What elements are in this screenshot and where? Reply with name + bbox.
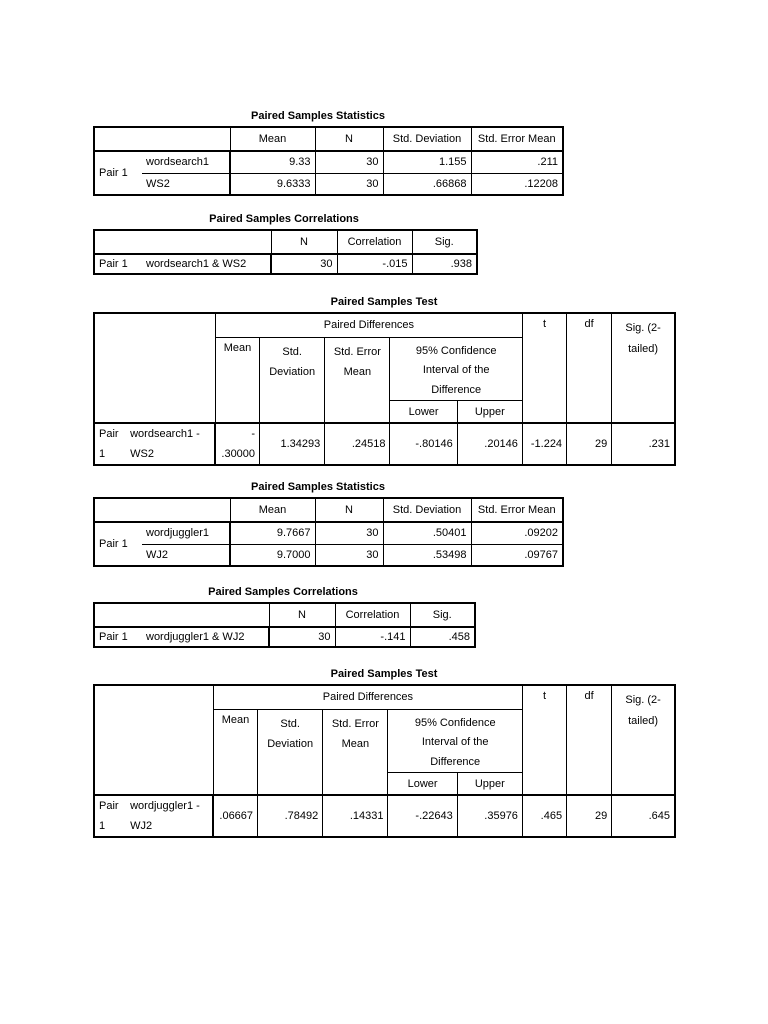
cell-std-error-mean: .14331 — [323, 795, 388, 837]
pair-label: Pair 1 — [94, 423, 126, 465]
table-row — [94, 522, 563, 544]
variable-name: wordjuggler1 — [142, 522, 230, 544]
cell-correlation: -.015 — [337, 254, 412, 274]
pair-label: Pair 1 — [94, 795, 126, 837]
cell-t: .465 — [522, 795, 566, 837]
test2-table — [93, 684, 676, 838]
cell-mean: .06667 — [213, 795, 257, 837]
header-upper: Upper — [457, 401, 522, 423]
header-std-deviation: Std. Deviation — [260, 337, 325, 423]
header-confidence-interval: 95% Confidence Interval of the Difference — [388, 709, 522, 773]
cell-df: 29 — [567, 795, 612, 837]
cell-sig: .458 — [410, 627, 475, 647]
test1-title: Paired Samples Test — [330, 296, 438, 308]
header-n: N — [271, 230, 337, 254]
header-lower: Lower — [390, 401, 457, 423]
cell-std-error-mean: .12208 — [471, 173, 563, 195]
test2-title: Paired Samples Test — [330, 668, 438, 680]
header-std-deviation: Std. Deviation — [383, 127, 471, 151]
cell-mean: - .30000 — [215, 423, 259, 465]
table-row — [94, 795, 675, 837]
cell-upper: .20146 — [457, 423, 522, 465]
header-sig-2-tailed: Sig. (2- tailed) — [612, 313, 675, 423]
cell-n: 30 — [315, 522, 383, 544]
stats1-title: Paired Samples Statistics — [251, 110, 385, 122]
cell-n: 30 — [269, 627, 335, 647]
header-std-deviation: Std. Deviation — [258, 709, 323, 795]
variable-name: wordjuggler1 - WJ2 — [126, 795, 213, 837]
header-correlation: Correlation — [335, 603, 410, 627]
header-df: df — [567, 685, 612, 795]
variable-name: wordsearch1 - WS2 — [126, 423, 215, 465]
cell-lower: -.22643 — [388, 795, 457, 837]
header-t: t — [522, 685, 566, 795]
header-mean: Mean — [230, 127, 315, 151]
header-mean: Mean — [230, 498, 315, 522]
header-correlation: Correlation — [337, 230, 412, 254]
cell-sig: .231 — [612, 423, 675, 465]
cell-std-deviation: 1.155 — [383, 151, 471, 173]
cell-std-error-mean: .09202 — [471, 522, 563, 544]
stats2-title: Paired Samples Statistics — [251, 481, 385, 493]
header-sig: Sig. — [410, 603, 475, 627]
stats1-table — [93, 126, 564, 196]
corr1-table — [93, 229, 478, 275]
cell-correlation: -.141 — [335, 627, 410, 647]
test1-table — [93, 312, 676, 466]
header-mean: Mean — [213, 709, 257, 795]
variable-name: WS2 — [142, 173, 230, 195]
cell-t: -1.224 — [522, 423, 566, 465]
cell-std-deviation: .53498 — [383, 544, 471, 566]
corr2-header-row — [94, 603, 475, 627]
header-sig-2-tailed: Sig. (2- tailed) — [612, 685, 675, 795]
stats2-header-row — [94, 498, 563, 522]
pair-label: Pair 1 — [94, 522, 142, 566]
cell-mean: 9.6333 — [230, 173, 315, 195]
table-row — [94, 423, 675, 465]
header-mean: Mean — [215, 337, 259, 423]
cell-std-deviation: .78492 — [258, 795, 323, 837]
stats1-header-row — [94, 127, 563, 151]
cell-n: 30 — [315, 173, 383, 195]
pair-label: Pair 1 — [94, 254, 142, 274]
header-df: df — [567, 313, 612, 423]
cell-std-error-mean: .24518 — [325, 423, 390, 465]
header-n: N — [315, 498, 383, 522]
header-std-error-mean: Std. Error Mean — [471, 498, 563, 522]
header-n: N — [269, 603, 335, 627]
cell-sig: .645 — [612, 795, 675, 837]
corr2-title: Paired Samples Correlations — [208, 586, 358, 598]
header-paired-differences: Paired Differences — [213, 685, 522, 709]
header-paired-differences: Paired Differences — [215, 313, 522, 337]
cell-n: 30 — [271, 254, 337, 274]
cell-df: 29 — [567, 423, 612, 465]
cell-mean: 9.7667 — [230, 522, 315, 544]
table-row — [94, 254, 477, 274]
header-n: N — [315, 127, 383, 151]
variable-name: WJ2 — [142, 544, 230, 566]
cell-std-deviation: 1.34293 — [260, 423, 325, 465]
header-std-error-mean: Std. Error Mean — [325, 337, 390, 423]
cell-mean: 9.7000 — [230, 544, 315, 566]
cell-n: 30 — [315, 151, 383, 173]
variable-name: wordsearch1 & WS2 — [142, 254, 271, 274]
variable-name: wordjuggler1 & WJ2 — [142, 627, 269, 647]
stats2-table — [93, 497, 564, 567]
cell-lower: -.80146 — [390, 423, 457, 465]
cell-std-error-mean: .211 — [471, 151, 563, 173]
variable-name: wordsearch1 — [142, 151, 230, 173]
corr2-table — [93, 602, 476, 648]
pair-label: Pair 1 — [94, 627, 142, 647]
header-std-error-mean: Std. Error Mean — [471, 127, 563, 151]
cell-n: 30 — [315, 544, 383, 566]
header-lower: Lower — [388, 773, 457, 795]
corr1-title: Paired Samples Correlations — [209, 213, 359, 225]
header-t: t — [522, 313, 566, 423]
table-row — [94, 544, 563, 566]
header-sig: Sig. — [412, 230, 477, 254]
corr1-header-row — [94, 230, 477, 254]
cell-upper: .35976 — [457, 795, 522, 837]
table-row — [94, 151, 563, 173]
pair-label: Pair 1 — [94, 151, 142, 195]
cell-std-error-mean: .09767 — [471, 544, 563, 566]
cell-std-deviation: .66868 — [383, 173, 471, 195]
cell-sig: .938 — [412, 254, 477, 274]
table-row — [94, 173, 563, 195]
table-row — [94, 627, 475, 647]
header-confidence-interval: 95% Confidence Interval of the Difference — [390, 337, 522, 401]
cell-mean: 9.33 — [230, 151, 315, 173]
header-upper: Upper — [457, 773, 522, 795]
header-std-deviation: Std. Deviation — [383, 498, 471, 522]
header-std-error-mean: Std. Error Mean — [323, 709, 388, 795]
cell-std-deviation: .50401 — [383, 522, 471, 544]
